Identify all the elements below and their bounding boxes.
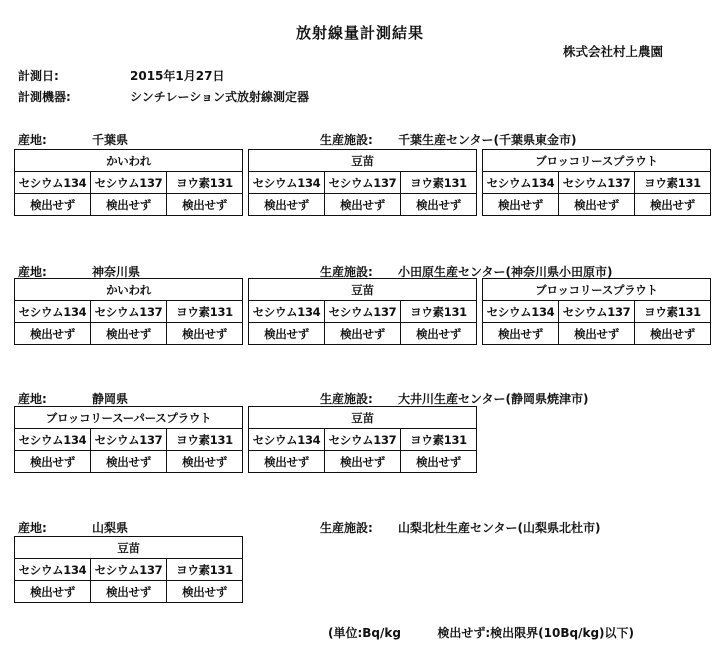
product-header: 豆苗	[15, 537, 243, 559]
origin-label: 産地:	[18, 392, 47, 406]
product-header: 豆苗	[249, 150, 477, 172]
cs134-header: セシウム134	[15, 172, 91, 194]
result-cell: 検出せず	[483, 323, 559, 345]
cs134-header: セシウム134	[15, 301, 91, 323]
origin-label: 産地:	[18, 133, 47, 147]
result-cell: 検出せず	[15, 451, 91, 473]
result-cell: 検出せず	[635, 194, 711, 216]
product-header: ブロッコリースーパースプラウト	[15, 407, 243, 429]
measure-date-value: 2015年1月27日	[130, 69, 225, 83]
limit-note: 検出せず:検出限界(10Bq/kg)以下)	[437, 626, 635, 640]
cs137-header: セシウム137	[91, 301, 167, 323]
facility-label: 生産施設:	[320, 392, 373, 406]
result-cell: 検出せず	[635, 323, 711, 345]
result-cell: 検出せず	[91, 451, 167, 473]
cs134-header: セシウム134	[483, 301, 559, 323]
result-cell: 検出せず	[91, 323, 167, 345]
cs137-header: セシウム137	[91, 429, 167, 451]
product-header: かいわれ	[15, 279, 243, 301]
cs134-header: セシウム134	[15, 429, 91, 451]
product-header: かいわれ	[15, 150, 243, 172]
result-cell: 検出せず	[91, 194, 167, 216]
cs134-header: セシウム134	[249, 301, 325, 323]
result-cell: 検出せず	[167, 194, 243, 216]
cs137-header: セシウム137	[325, 301, 401, 323]
page-title: 放射線量計測結果	[295, 24, 424, 42]
facility-value: 大井川生産センター(静岡県焼津市)	[398, 392, 589, 406]
i131-header: ヨウ素131	[635, 301, 711, 323]
i131-header: ヨウ素131	[167, 429, 243, 451]
facility-value: 山梨北杜生産センター(山梨県北杜市)	[398, 521, 601, 535]
i131-header: ヨウ素131	[401, 301, 477, 323]
i131-header: ヨウ素131	[167, 301, 243, 323]
result-cell: 検出せず	[249, 194, 325, 216]
result-cell: 検出せず	[15, 323, 91, 345]
product-header: ブロッコリースプラウト	[483, 150, 711, 172]
result-cell: 検出せず	[325, 323, 401, 345]
cs137-header: セシウム137	[325, 172, 401, 194]
measurement-table	[14, 536, 243, 603]
result-cell: 検出せず	[249, 451, 325, 473]
result-cell: 検出せず	[401, 323, 477, 345]
facility-value: 小田原生産センター(神奈川県小田原市)	[398, 265, 613, 279]
product-header: 豆苗	[249, 407, 477, 429]
cs137-header: セシウム137	[91, 172, 167, 194]
origin-label: 産地:	[18, 521, 47, 535]
cs134-header: セシウム134	[483, 172, 559, 194]
origin-value: 山梨県	[92, 521, 129, 535]
cs134-header: セシウム134	[15, 559, 91, 581]
facility-label: 生産施設:	[320, 521, 373, 535]
unit-label: (単位:Bq/kg	[328, 626, 401, 640]
result-cell: 検出せず	[483, 194, 559, 216]
result-cell: 検出せず	[401, 194, 477, 216]
facility-label: 生産施設:	[320, 133, 373, 147]
result-cell: 検出せず	[325, 194, 401, 216]
cs134-header: セシウム134	[249, 429, 325, 451]
result-cell: 検出せず	[167, 581, 243, 603]
result-cell: 検出せず	[91, 581, 167, 603]
measurement-table	[14, 149, 711, 216]
origin-value: 神奈川県	[92, 265, 141, 279]
facility-value: 千葉生産センター(千葉県東金市)	[398, 133, 577, 147]
result-cell: 検出せず	[15, 581, 91, 603]
i131-header: ヨウ素131	[401, 172, 477, 194]
origin-value: 千葉県	[92, 133, 129, 147]
origin-label: 産地:	[18, 265, 47, 279]
cs134-header: セシウム134	[249, 172, 325, 194]
i131-header: ヨウ素131	[635, 172, 711, 194]
measurement-table	[14, 406, 477, 473]
device-label: 計測機器:	[18, 90, 71, 104]
cs137-header: セシウム137	[559, 172, 635, 194]
i131-header: ヨウ素131	[167, 172, 243, 194]
result-cell: 検出せず	[167, 323, 243, 345]
measurement-table	[14, 278, 711, 345]
cs137-header: セシウム137	[91, 559, 167, 581]
result-cell: 検出せず	[15, 194, 91, 216]
result-cell: 検出せず	[167, 451, 243, 473]
result-cell: 検出せず	[559, 323, 635, 345]
result-cell: 検出せず	[325, 451, 401, 473]
cs137-header: セシウム137	[559, 301, 635, 323]
result-cell: 検出せず	[401, 451, 477, 473]
product-header: ブロッコリースプラウト	[483, 279, 711, 301]
unit-note	[328, 624, 634, 641]
measure-date-label: 計測日:	[18, 69, 59, 83]
product-header: 豆苗	[249, 279, 477, 301]
origin-value: 静岡県	[92, 392, 129, 406]
i131-header: ヨウ素131	[401, 429, 477, 451]
device-value: シンチレーション式放射線測定器	[130, 90, 309, 104]
result-cell: 検出せず	[559, 194, 635, 216]
cs137-header: セシウム137	[325, 429, 401, 451]
facility-label: 生産施設:	[320, 265, 373, 279]
company-name: 株式会社村上農園	[563, 44, 664, 59]
result-cell: 検出せず	[249, 323, 325, 345]
i131-header: ヨウ素131	[167, 559, 243, 581]
